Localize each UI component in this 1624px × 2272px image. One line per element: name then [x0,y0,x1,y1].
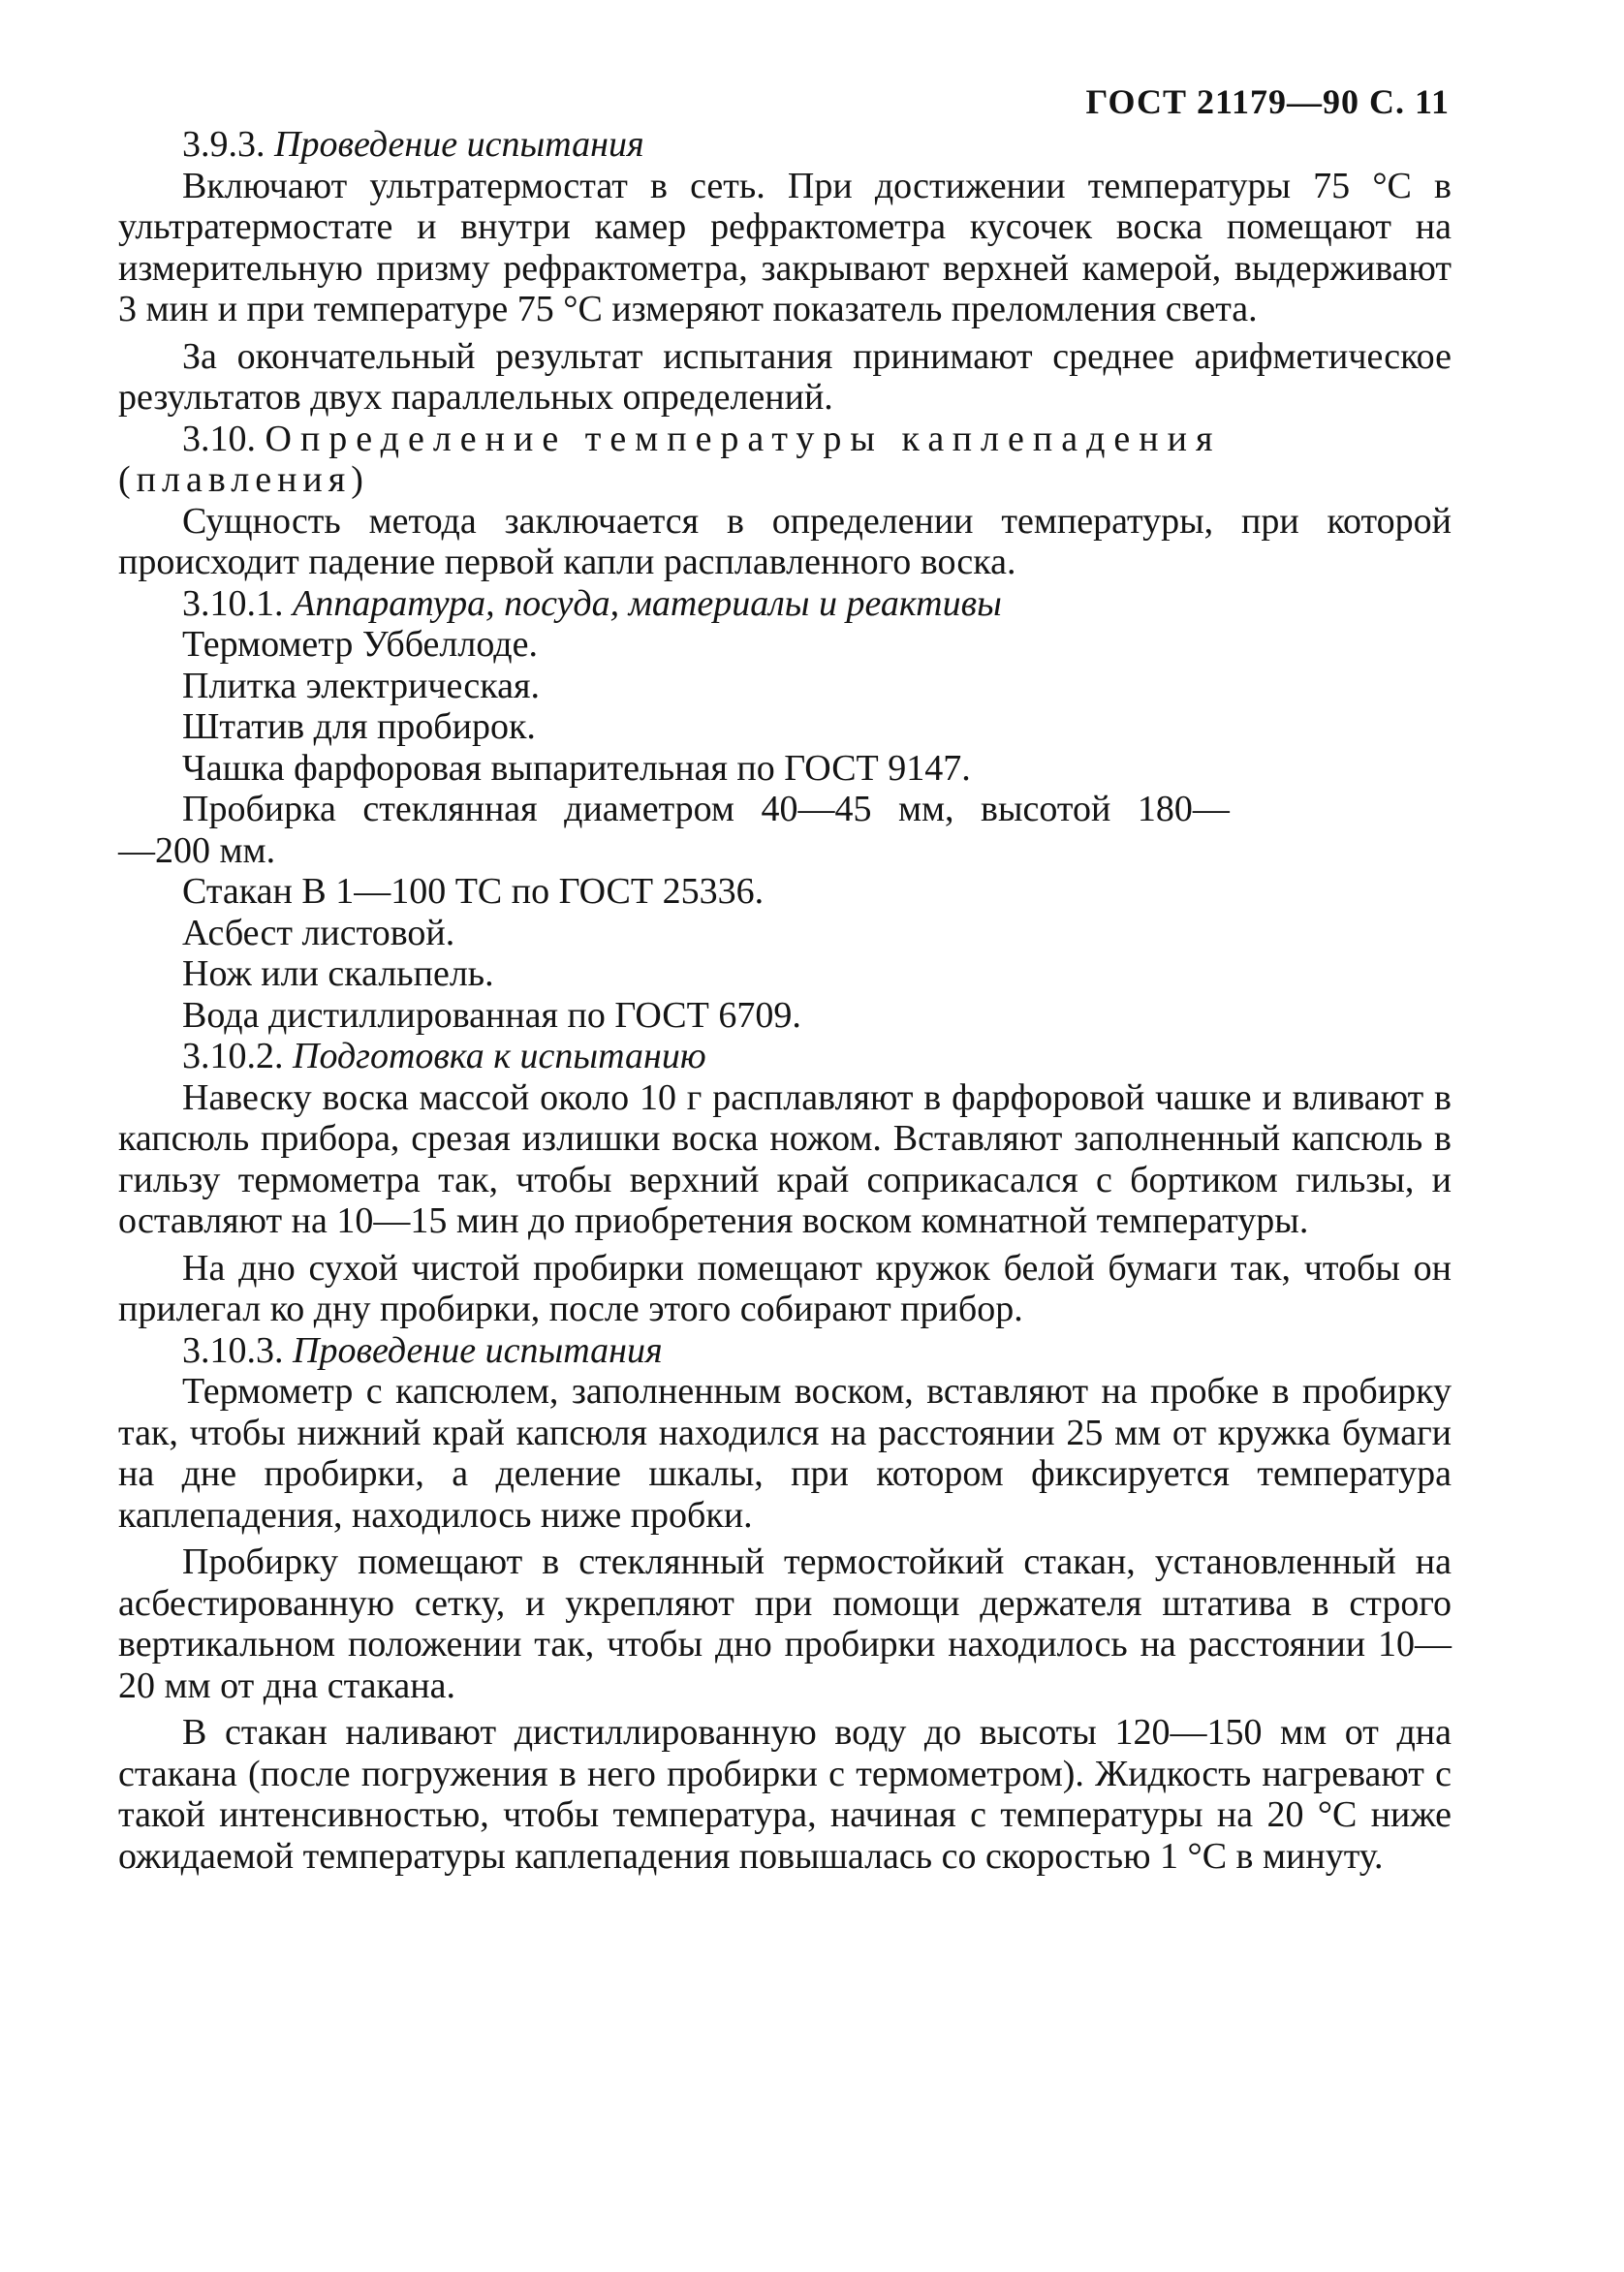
section-title: Проведение испытания [274,124,644,165]
section-title: Определение температуры каплепадения [265,418,1222,459]
section-number: 3.10.2. [182,1036,284,1076]
list-item: Термометр Уббеллоде. [182,624,538,665]
section-heading-3-10-1 [118,583,1452,625]
paragraph: За окончательный результат испытания принимают среднее арифметическое результатов двух параллельных определений. [118,335,1452,418]
section-number: 3.9.3. [182,124,265,165]
section-heading-3-9-3 [118,124,1452,166]
section-title: Проведение испытания [293,1329,663,1371]
paragraph: Сущность метода заключается в определении температуры, при которой происходит падение первой капли расплавленного воска. [118,500,1452,582]
section-title-continuation: (плавления) [118,459,369,500]
paragraph: В стакан наливают дистиллированную воду до высоты 120—150 мм от дна стакана (после погружения в него пробирки с термометром). Жидкость нагревают с такой интенсивностью, чтобы температура, начиная с температуры на 20 °С ниже ожидаемой температуры каплепадения повышалась со скоростью 1 °С в минуту. [118,1712,1452,1877]
list-item: Нож или скальпель. [182,953,494,994]
paragraph: Включают ультратермостат в сеть. При достижении температуры 75 °С в ультратермостате и внутри камер рефрактометра кусочек воска помещают на измерительную призму рефрактометра, закрывают верхней камерой, выдерживают 3 мин и при температуре 75 °С измеряют показатель преломления света. [118,165,1452,329]
page-content [118,124,1452,1877]
paragraph: На дно сухой чистой пробирки помещают кружок белой бумаги так, чтобы он прилегал ко дну пробирки, после этого собирают прибор. [118,1247,1452,1329]
list-item: Чашка фарфоровая выпарительная по ГОСТ 9147. [182,747,971,789]
section-number: 3.10.3. [182,1329,284,1371]
list-item-continuation: —200 мм. [118,829,276,871]
paragraph: Пробирку помещают в стеклянный термостойкий стакан, установленный на асбестированную сетку, и укрепляют при помощи держателя штатива в строго вертикальном положении так, чтобы дно пробирки находилось на расстоянии 10—20 мм от дна стакана. [118,1541,1452,1706]
section-number: 3.10. [182,418,256,459]
section-title: Подготовка к испытанию [293,1036,706,1076]
list-item: Пробирка стеклянная диаметром 40—45 мм, высотой 180— [182,789,1230,829]
section-heading-3-10-2 [118,1036,1452,1077]
list-item: Асбест листовой. [182,912,455,953]
paragraph: Термометр с капсюлем, заполненным воском, вставляют на пробке в пробирку так, чтобы нижний край капсюля находился на расстоянии 25 мм от кружка бумаги на дне пробирки, а деление шкалы, при котором фиксируется температура каплепадения, находилось ниже пробки. [118,1371,1452,1536]
section-title: Аппаратура, посуда, материалы и реактивы [293,582,1002,624]
section-number: 3.10.1. [182,582,284,624]
list-item: Вода дистиллированная по ГОСТ 6709. [182,994,801,1036]
section-heading-3-10-3 [118,1330,1452,1372]
paragraph: Навеску воска массой около 10 г расплавляют в фарфоровой чашке и вливают в капсюль прибора, срезая излишки воска ножом. Вставляют заполненный капсюль в гильзу термометра так, чтобы верхний край соприкасался с бортиком гильзы, и оставляют на 10—15 мин до приобретения воском комнатной температуры. [118,1076,1452,1241]
page-header: ГОСТ 21179—90 С. 11 [1085,82,1450,121]
list-item: Штатив для пробирок. [182,706,536,747]
list-item: Стакан В 1—100 ТС по ГОСТ 25336. [182,871,765,912]
list-item: Плитка электрическая. [182,665,540,706]
section-heading-3-10 [118,419,1452,460]
